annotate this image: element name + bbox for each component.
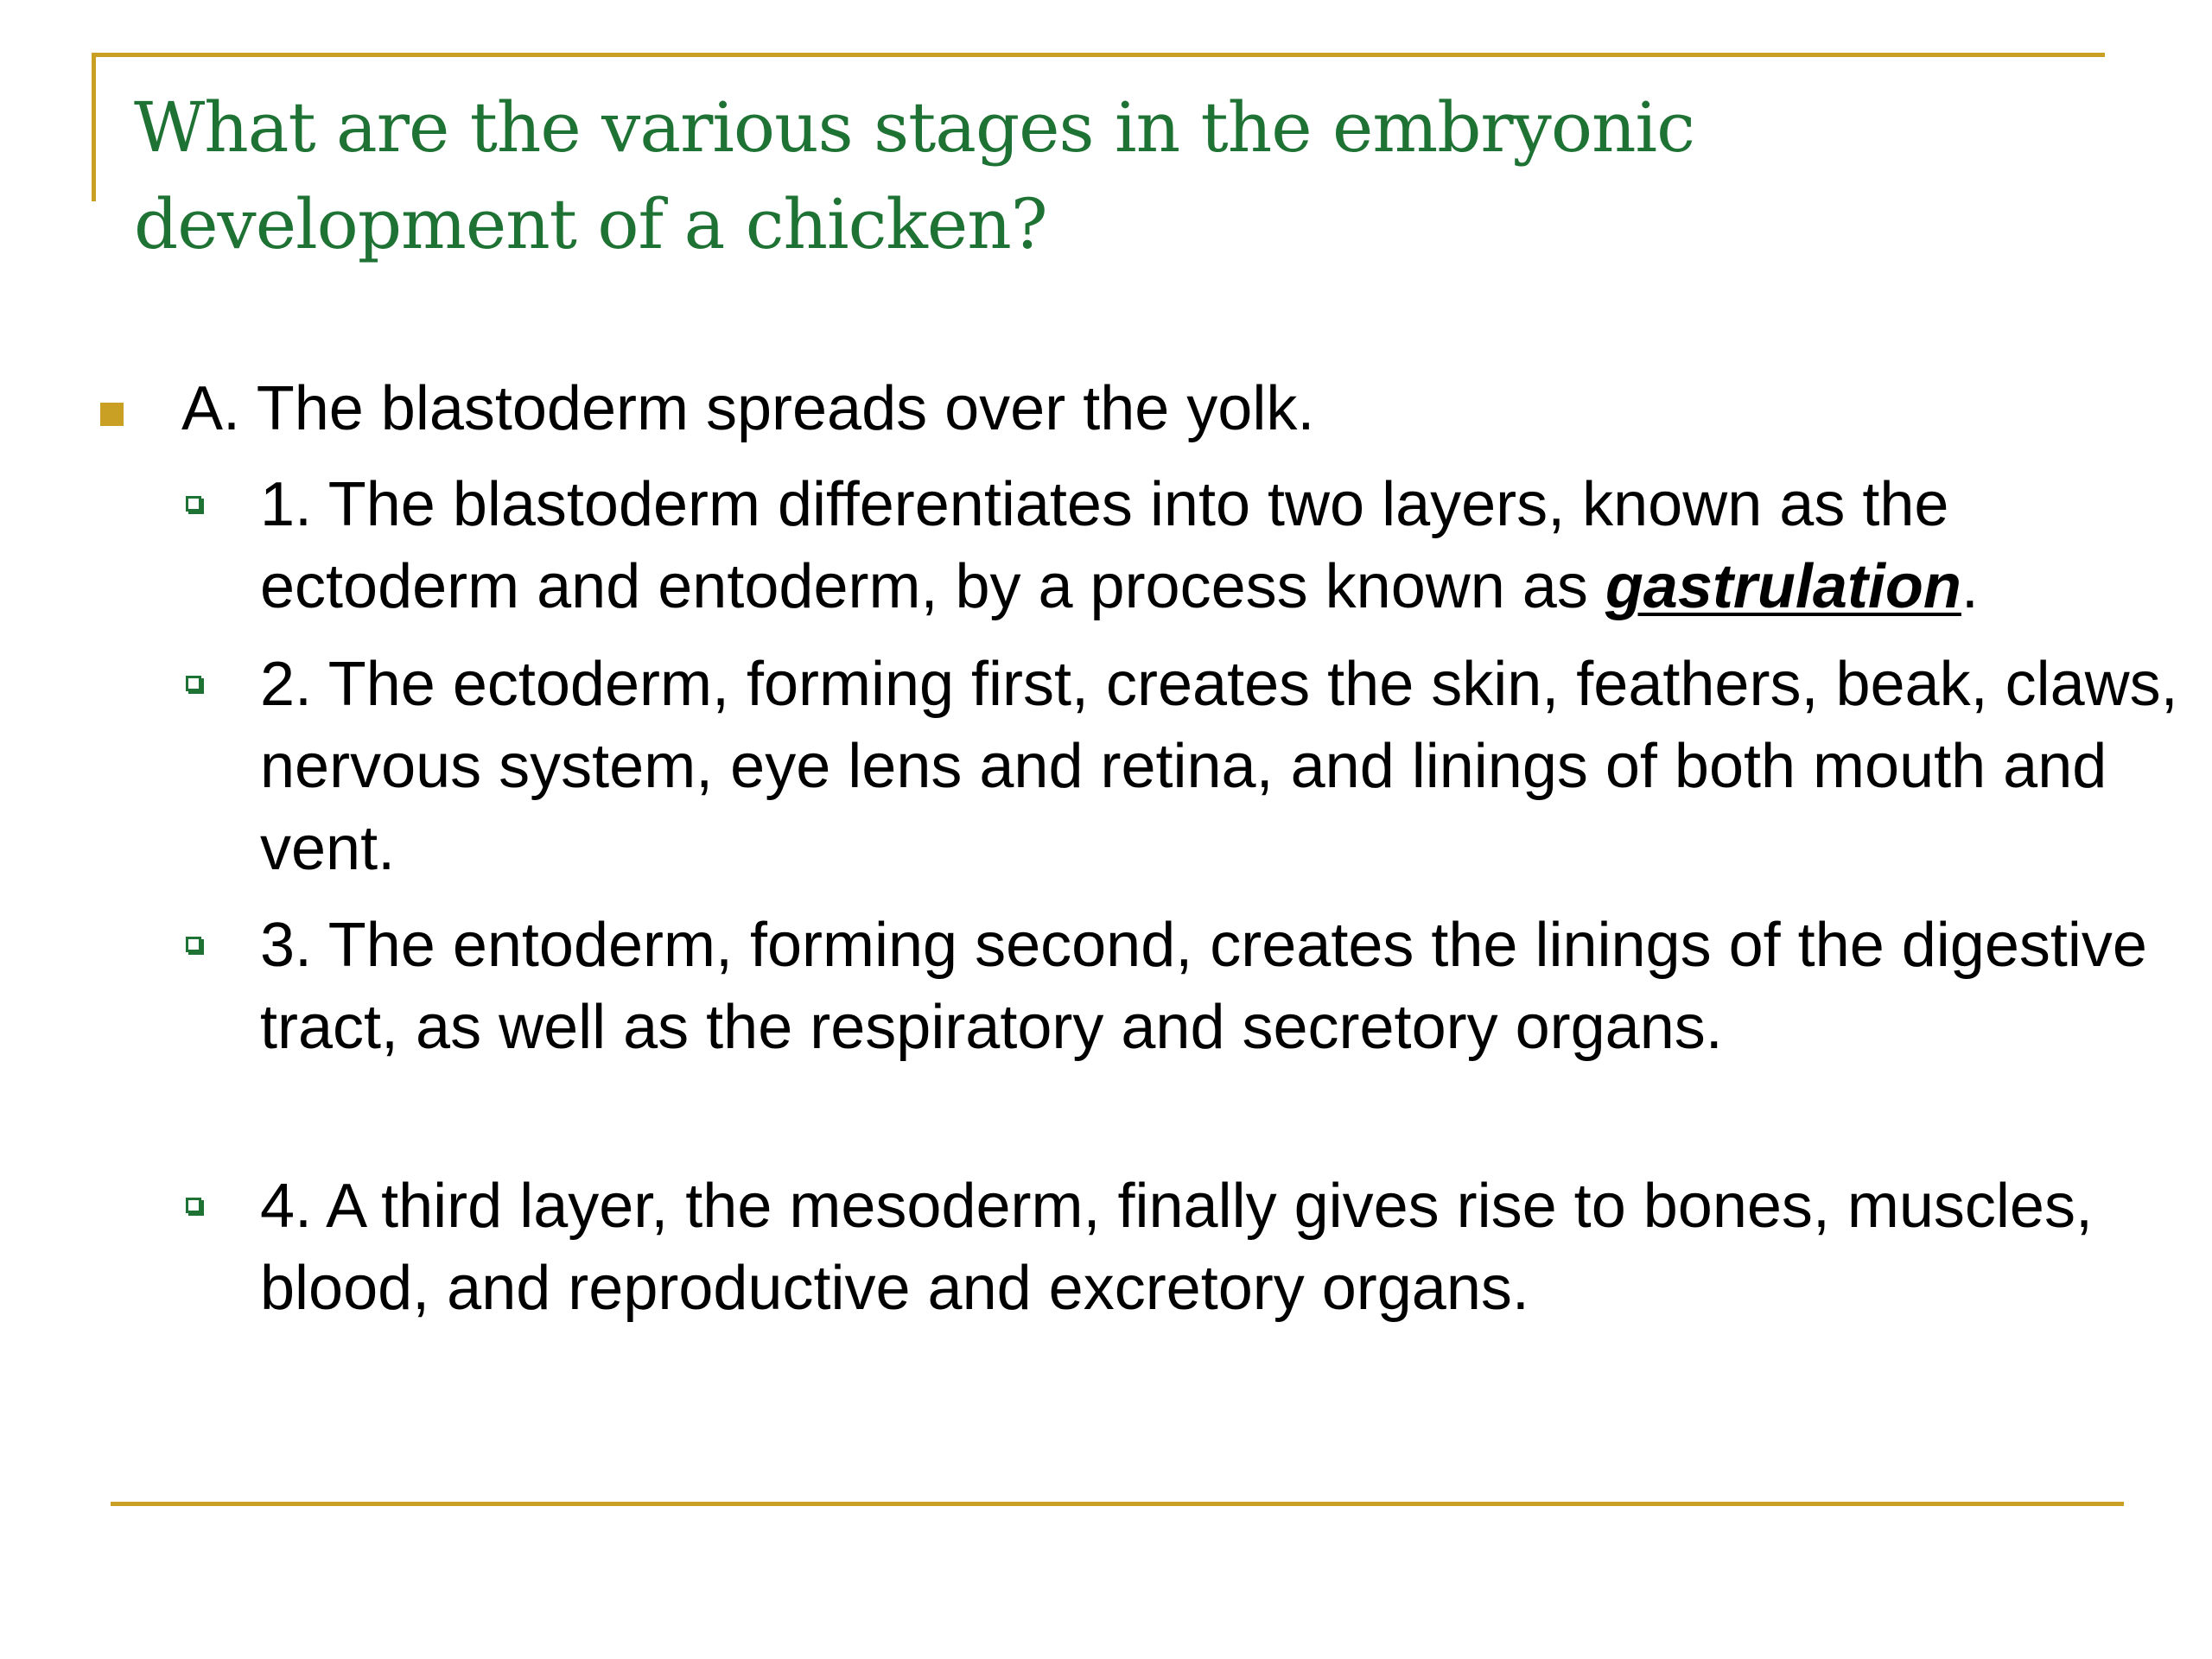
sub-point-1 xyxy=(260,464,2187,628)
square-bullet-icon xyxy=(100,403,124,426)
hollow-square-bullet-icon xyxy=(186,937,201,952)
gastrulation-term: gastrulation xyxy=(1605,552,1961,621)
sub-point-3: 3. The entoderm, forming second, creates the linings of the digestive tract, as well as the respiratory and secretory organs. xyxy=(260,911,2147,1062)
sub-point-1-text: 1. The blastoderm differentiates into two layers, known as the ectoderm and entoderm, by a process known as xyxy=(260,470,1949,621)
hollow-square-bullet-icon xyxy=(186,496,201,512)
slide-title: What are the various stages in the embryonic development of a chicken? xyxy=(134,87,1694,264)
hollow-square-bullet-icon xyxy=(186,1198,201,1213)
main-point: A. The blastoderm spreads over the yolk. xyxy=(181,374,1315,443)
sub-point-2: 2. The ectoderm, forming first, creates the skin, feathers, beak, claws, nervous system, eye lens and retina, and linings of both mouth and vent. xyxy=(260,650,2178,883)
footer-rule xyxy=(111,1502,2124,1506)
hollow-square-bullet-icon xyxy=(186,676,201,691)
sub-point-1-end: . xyxy=(1961,552,1979,621)
sub-point-4: 4. A third layer, the mesoderm, finally gives rise to bones, muscles, blood, and reproductive and excretory organs. xyxy=(260,1172,2093,1323)
